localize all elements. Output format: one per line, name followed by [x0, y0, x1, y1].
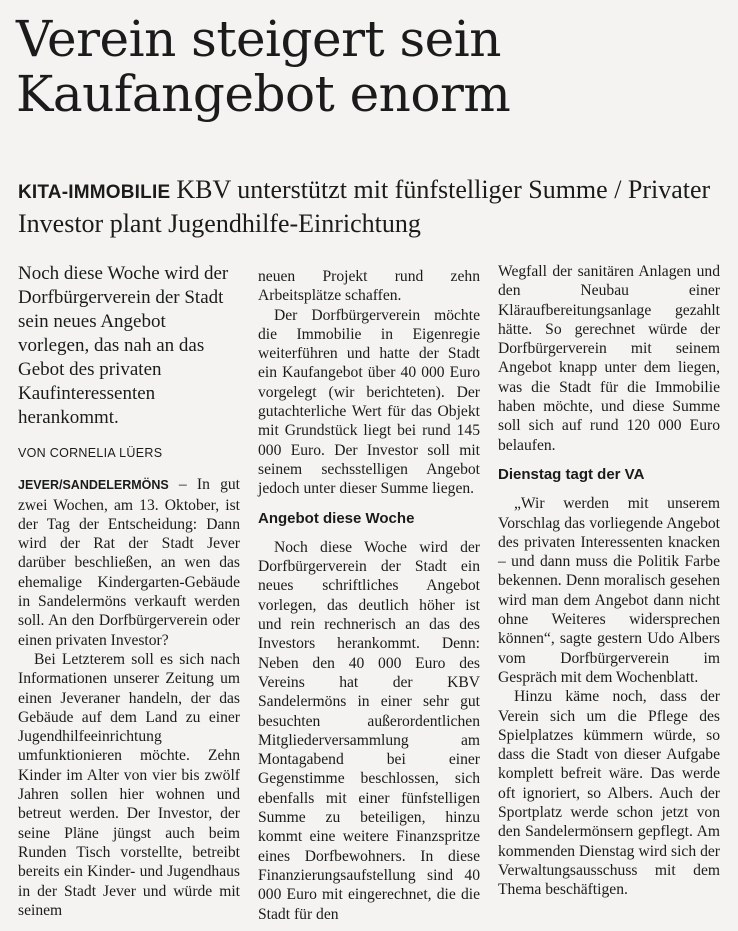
column-3	[498, 262, 720, 900]
column-1	[18, 262, 240, 920]
body-paragraph-6: Hinzu käme noch, dass der Verein sich um die Pflege des Spielplatzes kümmern würde, so dass die Stadt von dieser Aufgabe komplett befreit wäre. Das werde oft ignoriert, so Albers. Auch der Sportplatz werde schon jetzt von den Sandelermönsern gepflegt. Am kommenden Dienstag wird sich der Verwaltungsausschuss mit dem Thema beschäftigen.	[498, 688, 720, 899]
dateline: JEVER/SANDELERMÖNS	[18, 478, 169, 493]
kicker: KITA-IMMOBILIE	[18, 182, 171, 203]
body-paragraph-2: Bei Letzterem soll es sich nach Informationen unserer Zeitung um einen Jeveraner handeln, der das Gebäude auf dem Land zu einer Jugendhilfeeinrichtung umfunktionieren möchte. Zehn Kinder im Alter von vier bis zwölf Jahren sollen hier wohnen und betreut werden. Der Investor, der seine Pläne jüngst auch beim Runden Tisch vorstellte, betreibt bereits ein Kinder- und Jugendhaus in der Stadt Jever und würde mit seinem	[18, 650, 240, 919]
body-paragraph-1	[18, 475, 240, 650]
body-paragraph-4: Noch diese Woche wird der Dorfbürgerverein der Stadt ein neues schriftliches Angebot vorlegen, das deutlich höher ist und rein rechnerisch an das des Investors herankommt. Denn: Neben den 40 000 Euro des Vereins hat der KBV Sandelermöns in einer sehr gut besuchten außerordentlichen Mitgliederversammlung am Montagabend bei einer Gegenstimme beschlossen, sich ebenfalls mit einer fünfstelligen Summe zu beteiligen, hinzu kommt eine weitere Finanzspritze eines Dorfbewohners. In diese Finanzierungsaufstellung sind 40 000 Euro mit eingerechnet, die die Stadt für den	[258, 538, 480, 923]
byline: VON CORNELIA LÜERS	[18, 446, 163, 460]
body-paragraph-2-continued: neuen Projekt rund zehn Arbeitsplätze schaffen.	[258, 268, 480, 305]
subheadline	[18, 174, 718, 239]
headline: Verein steigert sein Kaufangebot enorm	[16, 10, 511, 123]
body-paragraph-3: Der Dorfbürgerverein möchte die Immobilie in Eigenregie weiterführen und hatte der Stadt ein Kaufangebot über 40 000 Euro vorgelegt (wir berichteten). Der gutachterliche Wert für das Objekt mit Grundstück liegt bei rund 145 000 Euro. Der Investor soll mit seinem sechsstelligen Angebot jedoch unter dieser Summe liegen.	[258, 306, 480, 498]
body-paragraph-1-text: – In gut zwei Wochen, am 13. Oktober, ist der Tag der Entscheidung: Dann wird der Rat der Stadt Jever darüber beschließen, an wen das ehemalige Kindergarten-Gebäude in Sandelermöns verkauft werden soll. An den Dorfbürgerverein oder einen privaten Investor?	[18, 476, 240, 649]
subline-text: KBV unterstützt mit fünfstelliger Summe / Privater Investor plant Jugendhilfe-Einrichtung	[18, 175, 711, 238]
body-paragraph-5: „Wir werden mit unserem Vorschlag das vorliegende Angebot des privaten Interessenten knacken – und dann muss die Politik Farbe bekennen. Denn moralisch gesehen wird man dem Angebot dann nicht ohne Weiteres widersprechen können“, sagte gestern Udo Albers vom Dorfbürgerverein im Gespräch mit dem Wochenblatt.	[498, 495, 720, 686]
lead-paragraph: Noch diese Woche wird der Dorfbürgerverein der Stadt sein neues Angebot vorlegen, das nah an das Gebot des privaten Kaufinteressenten herankommt.	[18, 263, 229, 428]
subhead-dienstag: Dienstag tagt der VA	[498, 465, 645, 483]
body-paragraph-4-continued: Wegfall der sanitären Anlagen und den Neubau einer Kläraufbereitungsanlage gezahlt hätte. So gerechnet würde der Dorfbürgerverein mit seinem Angebot knapp unter dem liegen, was die Stadt für die Immobilie haben möchte, und diese Summe soll sich auf rund 120 000 Euro belaufen.	[498, 263, 720, 454]
column-2	[258, 267, 480, 924]
subhead-angebot: Angebot diese Woche	[258, 509, 415, 527]
